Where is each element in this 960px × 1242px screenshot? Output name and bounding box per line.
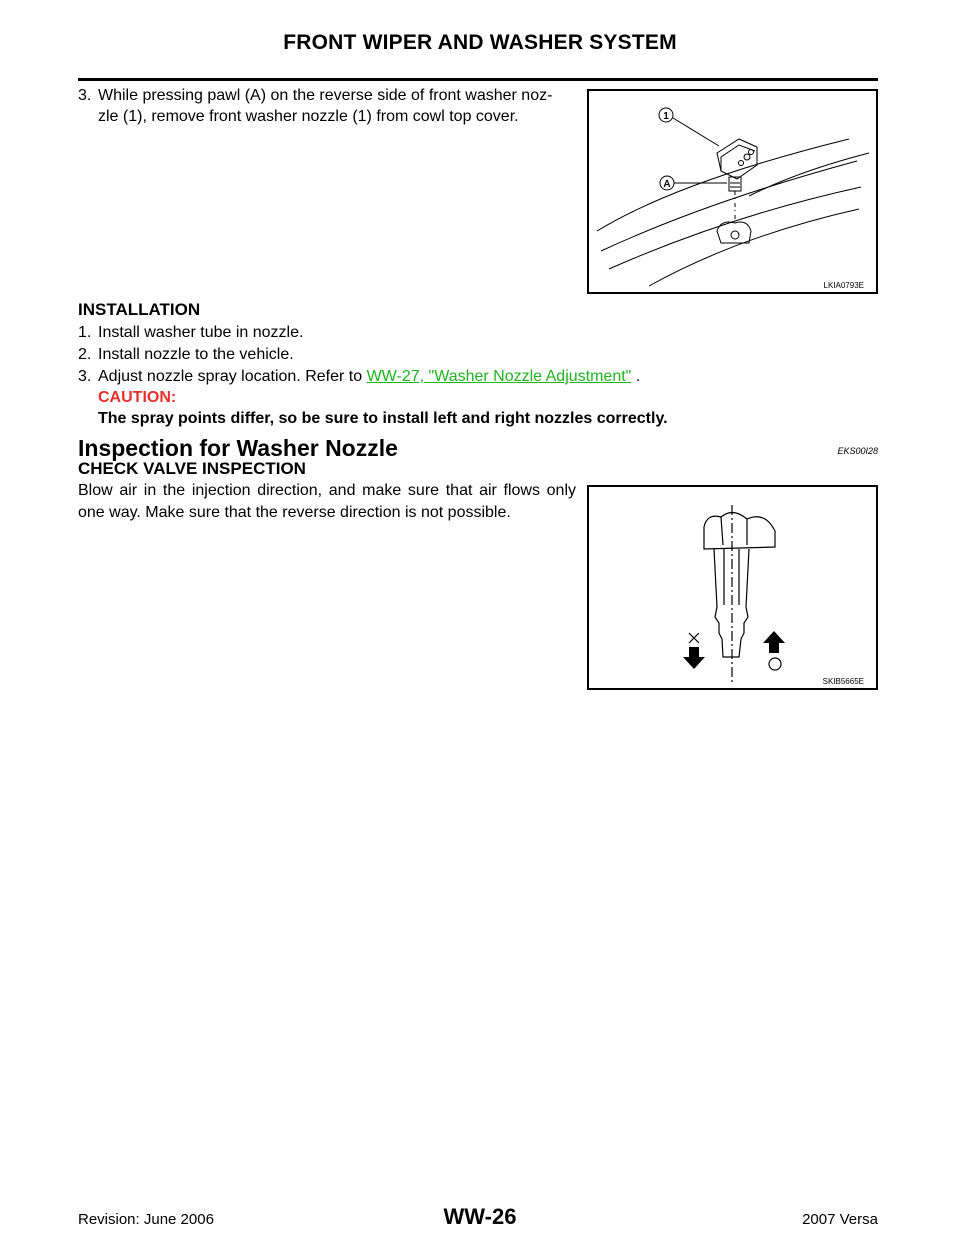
section-code: EKS00I28 (837, 446, 878, 456)
step-text-lead: Adjust nozzle spray location. Refer to (98, 368, 367, 385)
figure-check-valve (587, 485, 878, 690)
installation-step-1 (78, 322, 578, 344)
figure-code: LKIA0793E (823, 281, 864, 290)
step-text-line1: While pressing pawl (A) on the reverse side of front washer noz- (98, 87, 553, 104)
callout-1: 1 (663, 111, 669, 122)
footer-page-number: WW-26 (443, 1204, 517, 1229)
installation-heading: INSTALLATION (78, 300, 201, 319)
step-number: 3. (78, 87, 92, 104)
figure-code: SKIB5665E (822, 677, 864, 686)
step-text-line2: zle (1), remove front washer nozzle (1) from cowl top cover. (98, 108, 519, 125)
removal-step-3 (78, 85, 578, 129)
reference-link[interactable]: WW-27, "Washer Nozzle Adjustment" (366, 368, 632, 385)
step-text (98, 366, 640, 387)
section-heading: Inspection for Washer Nozzle (78, 435, 398, 461)
footer-model: 2007 Versa (802, 1211, 878, 1228)
step-text-tail: . (631, 368, 641, 385)
caution-label: CAUTION: (98, 389, 177, 406)
arrow-down-icon (683, 647, 705, 669)
caution-text: The spray points differ, so be sure to install left and right nozzles correctly. (98, 410, 668, 427)
installation-step-3 (78, 366, 878, 388)
footer-revision: Revision: June 2006 (78, 1211, 214, 1228)
check-valve-illustration (589, 487, 876, 688)
step-text: Install washer tube in nozzle. (98, 324, 304, 341)
header-divider (78, 78, 878, 81)
callout-a: A (663, 179, 671, 190)
step-text: Install nozzle to the vehicle. (98, 346, 294, 363)
inspection-paragraph: Blow air in the injection direction, and make sure that air flows only one way. Make sure that the reverse direction is not possible. (78, 482, 576, 521)
step-number: 1. (78, 324, 92, 341)
step-number: 2. (78, 346, 92, 363)
installation-step-2 (78, 344, 578, 366)
subsection-heading: CHECK VALVE INSPECTION (78, 459, 306, 478)
step-number: 3. (78, 368, 92, 385)
page-header-title: FRONT WIPER AND WASHER SYSTEM (283, 31, 677, 54)
nozzle-removal-illustration (589, 91, 876, 292)
figure-nozzle-removal (587, 89, 878, 294)
arrow-up-icon (763, 631, 785, 653)
